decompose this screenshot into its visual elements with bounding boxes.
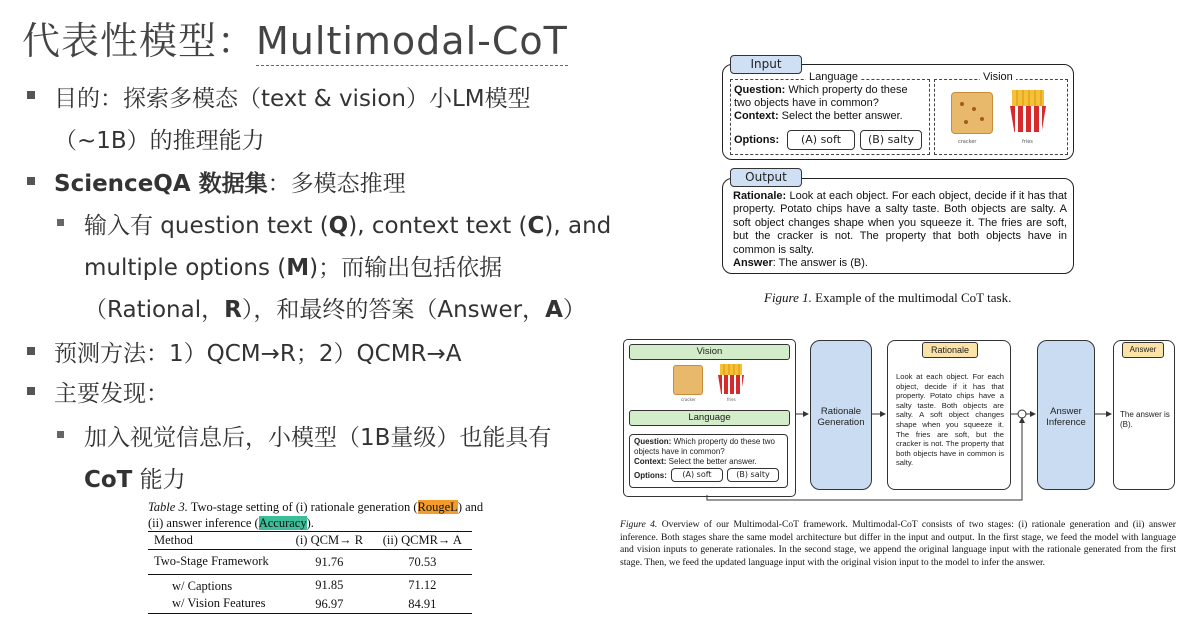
fig1-option-b: (B) salty: [860, 130, 922, 150]
fries-caption: fries: [1022, 139, 1033, 145]
bullet-purpose-l1: 目的：探索多模态（text & vision）小LM模型: [54, 86, 531, 112]
fig4-answer-text: The answer is (B).: [1120, 410, 1170, 429]
cracker-caption: cracker: [958, 139, 977, 145]
fig4-answer-tag: Answer: [1122, 342, 1164, 358]
bullet-finding-l1: 加入视觉信息后，小模型（1B量级）也能具有: [84, 425, 552, 451]
fries-image: [1008, 90, 1048, 132]
fig4-option-b: (B) salty: [727, 468, 779, 482]
table-row: Two-Stage Framework 91.76 70.53: [148, 550, 472, 575]
highlight-accuracy: Accuracy: [258, 516, 307, 530]
arrow-language-loop: [707, 418, 1022, 500]
fig4-cracker-caption: cracker: [681, 397, 696, 402]
fig4-arrows: [620, 330, 1180, 510]
table3-caption: Table 3. Two-stage setting of (i) rationale generation (RougeL) and (ii) answer inference (Accuracy).: [148, 500, 484, 530]
fig4-fries-caption: fries: [727, 397, 736, 402]
fig4-vision-label: Vision: [629, 344, 790, 360]
bullet-dataset: [54, 165, 406, 198]
fig1-question: Question: Which property do these two objects have in common? Context: Select the better answer.: [734, 84, 908, 122]
fig1-option-a: (A) soft: [787, 130, 855, 150]
page-title: [22, 10, 568, 65]
bullet-input-l2: multiple options (M)；而输出包括依据: [84, 255, 503, 281]
fig1-vision-label: Vision: [980, 71, 1016, 83]
title-cn: 代表性模型：: [22, 19, 257, 63]
fig1-input-tag: Input: [730, 55, 802, 74]
fig4-question: Question: Which property do these two objects have in common? Context: Select the better answer.: [634, 437, 775, 466]
highlight-rougel: RougeL: [417, 500, 458, 514]
bullet-marker: [27, 177, 35, 185]
table-row: w/ Vision Features 96.97 84.91: [172, 596, 437, 611]
fig4-options-label: Options:: [634, 471, 667, 480]
bullet-purpose-l2: （~1B）的推理能力: [54, 128, 265, 154]
table3: [148, 531, 472, 614]
fig4-option-a: (A) soft: [671, 468, 723, 482]
sub-bullet-marker: [57, 431, 64, 438]
rationale-generation-block: Rationale Generation: [810, 340, 872, 490]
dataset-desc: ：多模态推理: [267, 171, 406, 197]
fig4-language-label: Language: [629, 410, 790, 426]
dataset-name: ScienceQA 数据集: [54, 171, 268, 197]
title-en: Multimodal-CoT: [256, 19, 568, 66]
bullet-input-l1: 输入有 question text (Q), context text (C), and: [84, 213, 612, 239]
table-header-row: Method (i) QCM→ R (ii) QCMR→ A: [148, 532, 472, 550]
bullet-input-l3: （Rational，R），和最终的答案（Answer，A）: [84, 297, 586, 323]
fig1-rationale: Rationale: Look at each object. For each object, decide if it has that property. Potato chips have a salty taste. Both objects are salty. A soft object changes shape when you squeeze it. The fries are soft, but the cracker is not. The property that both objects have in common is salty. Answer: The answer is (B).: [733, 190, 1067, 270]
fig1-options-label: Options:: [734, 134, 780, 146]
cracker-image: [951, 92, 993, 134]
sub-bullet-marker: [57, 219, 64, 226]
bullet-marker: [27, 347, 35, 355]
fig4-caption: Figure 4. Overview of our Multimodal-CoT framework. Multimodal-CoT consists of two stages: (i) rationale generation and (ii) answer inference. Both stages share the same model architecture but differ in the input and output. In the first stage, we feed the model with language and vision inputs to generate rationales. In the second stage, we append the original language input with the rationale generated from the first stage. Then, we feed the updated language input with the original vision input to the model to infer the answer.: [620, 519, 1176, 568]
fig4-rationale-tag: Rationale: [922, 342, 978, 358]
fig1-language-label: Language: [806, 71, 861, 83]
fig4-rationale-text: Look at each object. For each object, decide if it has that property. Potato chips have a salty taste. Both objects are salty. A soft object changes shape when you squeeze it. The fries are soft, but the cracker is not. The property that both objects have in common is salty.: [896, 372, 1004, 468]
bullet-method: 预测方法：1）QCM→R；2）QCMR→A: [54, 341, 462, 367]
bullet-finding-l2: CoT 能力: [84, 467, 186, 493]
fig1-caption: Figure 1. Example of the multimodal CoT task.: [764, 290, 1012, 305]
bullet-marker: [27, 387, 35, 395]
bullet-marker: [27, 91, 35, 99]
bullet-findings: 主要发现：: [54, 381, 169, 407]
fig1-output-tag: Output: [730, 168, 802, 187]
answer-inference-block: Answer Inference: [1037, 340, 1095, 490]
table-row: w/ Captions 91.85 71.12: [172, 577, 437, 593]
merge-node: [1018, 410, 1026, 418]
